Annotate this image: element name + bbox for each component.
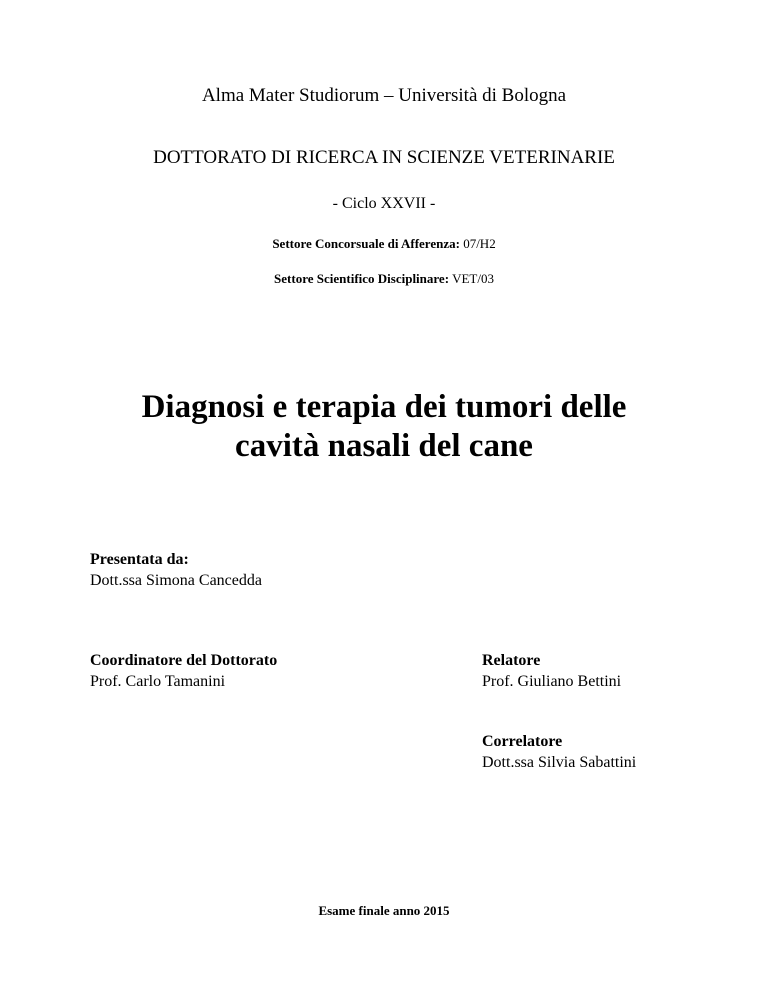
coadvisor-block (482, 731, 636, 773)
advisor-block (482, 650, 621, 692)
sector-concorsuale-value: 07/H2 (463, 236, 496, 251)
coadvisor-name: Dott.ssa Silvia Sabattini (482, 754, 637, 771)
thesis-title-line-2: cavità nasali del cane (235, 428, 533, 464)
sector-scientifico-label: Settore Scientifico Disciplinare: (274, 271, 450, 286)
coordinator-block (90, 650, 277, 692)
presenter-block (90, 549, 262, 591)
final-exam-year: Esame finale anno 2015 (318, 903, 450, 918)
advisor-label: Relatore (482, 652, 541, 669)
doctoral-program: DOTTORATO DI RICERCA IN SCIENZE VETERINARIE (153, 147, 615, 168)
university-name: Alma Mater Studiorum – Università di Bologna (201, 85, 567, 106)
presenter-label: Presentata da: (90, 551, 189, 568)
coadvisor-label: Correlatore (482, 733, 563, 750)
doctoral-cycle: - Ciclo XXVII - (332, 195, 436, 212)
thesis-title (0, 388, 768, 466)
sector-scientifico (0, 271, 768, 287)
advisor-name: Prof. Giuliano Bettini (482, 673, 622, 690)
sector-concorsuale-label: Settore Concorsuale di Afferenza: (272, 236, 460, 251)
thesis-title-line-1: Diagnosi e terapia dei tumori delle (141, 389, 627, 425)
presenter-name: Dott.ssa Simona Cancedda (90, 572, 262, 589)
coordinator-name: Prof. Carlo Tamanini (90, 673, 226, 690)
sector-scientifico-value: VET/03 (452, 271, 494, 286)
coordinator-label: Coordinatore del Dottorato (90, 652, 278, 669)
sector-concorsuale (0, 236, 768, 252)
